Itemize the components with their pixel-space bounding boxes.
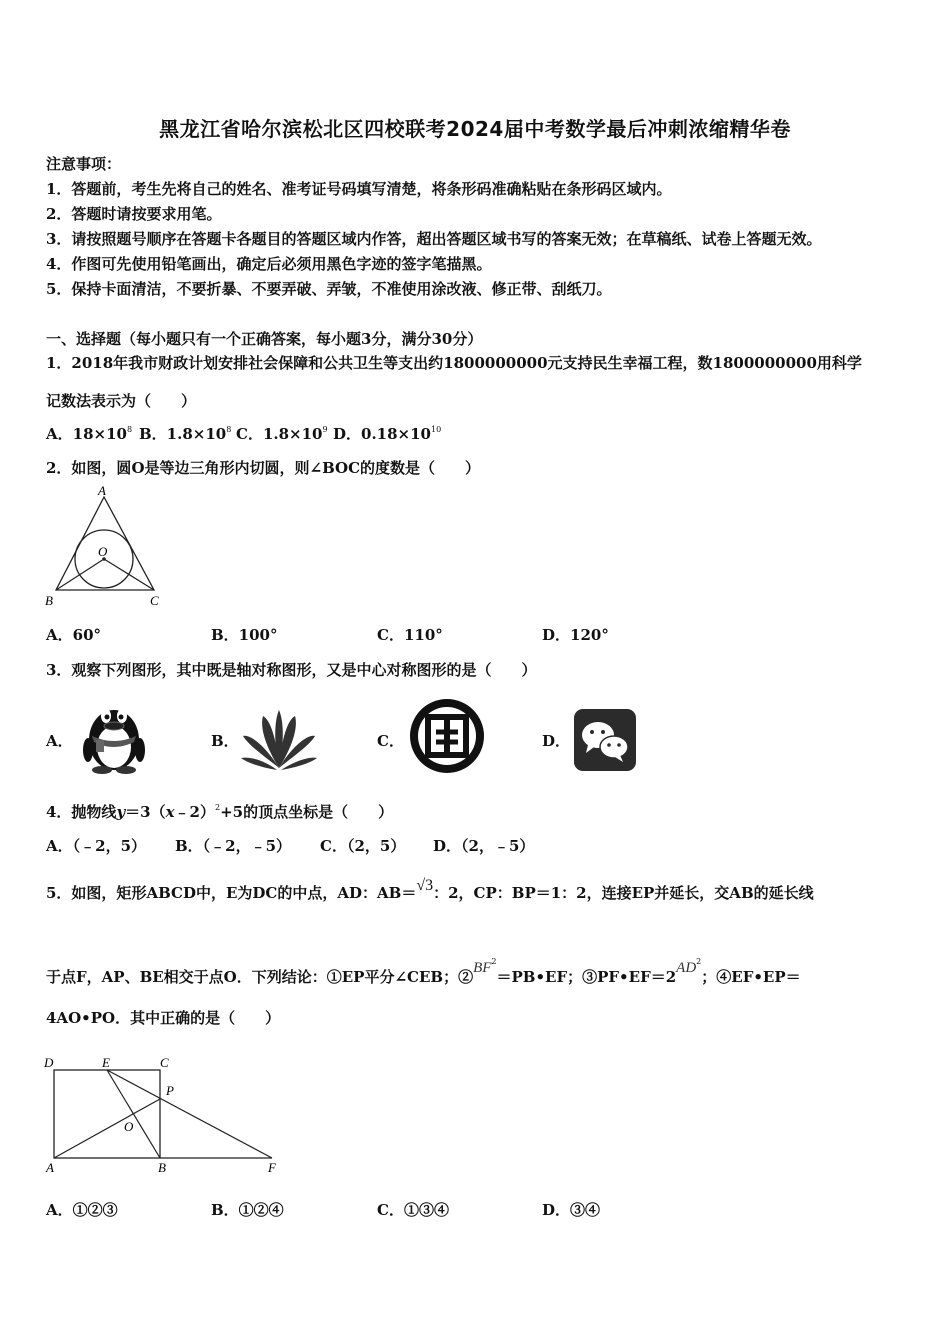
notes-item: 4．作图可先使用铅笔画出，确定后必须用黑色字迹的签字笔描黑。 [46,255,492,273]
q1-option-d: D．$0.18\times 10^{10}$ [333,425,442,443]
question-1-text: 1．2018年我市财政计划安排社会保障和公共卫生等支出约1800000000元支持民生幸福工程，数1800000000用科学 [46,354,862,372]
notes-heading: 注意事项： [46,155,122,173]
question-2-text: 2．如图，圆O是等边三角形内切圆，则∠BOC的度数是（ ） [46,459,481,477]
notes-item: 3．请按照题号顺序在答题卡各题目的答题区域内作答，超出答题区域书写的答案无效；在草稿纸、试卷上答题无效。 [46,230,822,248]
q5-option-b: B．①②④ [211,1201,284,1219]
coin-bank-logo-icon [406,696,488,776]
q4-option-b: B．（﹣2，﹣5） [175,837,292,855]
q3-option-a: A． [46,732,73,750]
q5-option-a: A．①②③ [46,1201,118,1219]
svg-text:O: O [124,1119,134,1134]
svg-text:P: P [166,1083,174,1098]
label-b: B [45,593,53,608]
q1-option-c: C．$1.8\times 10^9$ [236,425,328,443]
svg-text:F: F [268,1160,276,1175]
q3-option-d: D． [542,732,571,750]
page-title: 黑龙江省哈尔滨松北区四校联考2024届中考数学最后冲刺浓缩精华卷 [159,117,791,141]
question-5-text-cont: 于点F，AP、BE相交于点O．下列结论：①EP平分∠CEB；$②BF^2=PB•EF$；$③PF•EF=2AD^2$；④EF•EP＝ [46,957,801,986]
q5-option-c: C．①③④ [377,1201,449,1219]
q1-option-a: A．$18\times 10^8$ [46,425,133,443]
q4-option-a: A．（﹣2，5） [46,837,147,855]
q2-option-d: D．120° [542,626,609,644]
svg-text:E: E [102,1055,110,1070]
question-1-text-cont: 记数法表示为（ ） [46,392,197,410]
q5-rectangle-figure [40,1050,290,1180]
notes-item: 2．答题时请按要求用笔。 [46,205,222,223]
svg-text:A: A [46,1160,54,1175]
notes-item: 1．答题前，考生先将自己的姓名、准考证号码填写清楚，将条形码准确粘贴在条形码区域内。 [46,180,672,198]
q2-option-b: B．100° [211,626,278,644]
q3-option-b: B． [211,732,239,750]
label-c: C [150,593,159,608]
svg-text:D: D [44,1055,54,1070]
label-a: A [98,483,106,498]
question-5-text-end: 4AO•PO．其中正确的是（ ） [46,1009,281,1027]
label-o: O [98,544,108,559]
notes-item: 5．保持卡面清洁，不要折暴、不要弄破、弄皱，不准使用涂改液、修正带、刮纸刀。 [46,280,612,298]
chat-bubbles-logo-icon [572,707,640,773]
q2-option-c: C．110° [377,626,443,644]
question-3-text: 3．观察下列图形，其中既是轴对称图形，又是中心对称图形的是（ ） [46,661,537,679]
q2-triangle-figure [42,483,172,613]
q5-option-d: D．③④ [542,1201,601,1219]
section-heading: 一、选择题（每小题只有一个正确答案，每小题3分，满分30分） [46,330,483,348]
fan-petals-logo-icon [237,706,321,774]
question-4-text: 4．抛物线y＝3（x﹣2）$^2$+5的顶点坐标是（ ） [46,803,394,821]
penguin-logo-icon [74,690,154,774]
q2-option-a: A．60° [46,626,102,644]
question-5-text: 5．如图，矩形ABCD中，E为DC的中点，AD：AB＝√3：2，CP：BP＝1：2，连接EP并延长，交AB的延长线 [46,877,814,902]
svg-text:B: B [158,1160,166,1175]
q1-option-b: B．$1.8\times 10^8$ [139,425,232,443]
q4-option-d: D．（2，﹣5） [433,837,535,855]
q3-option-c: C． [377,732,404,750]
svg-text:C: C [160,1055,169,1070]
q4-option-c: C．（2，5） [320,837,406,855]
